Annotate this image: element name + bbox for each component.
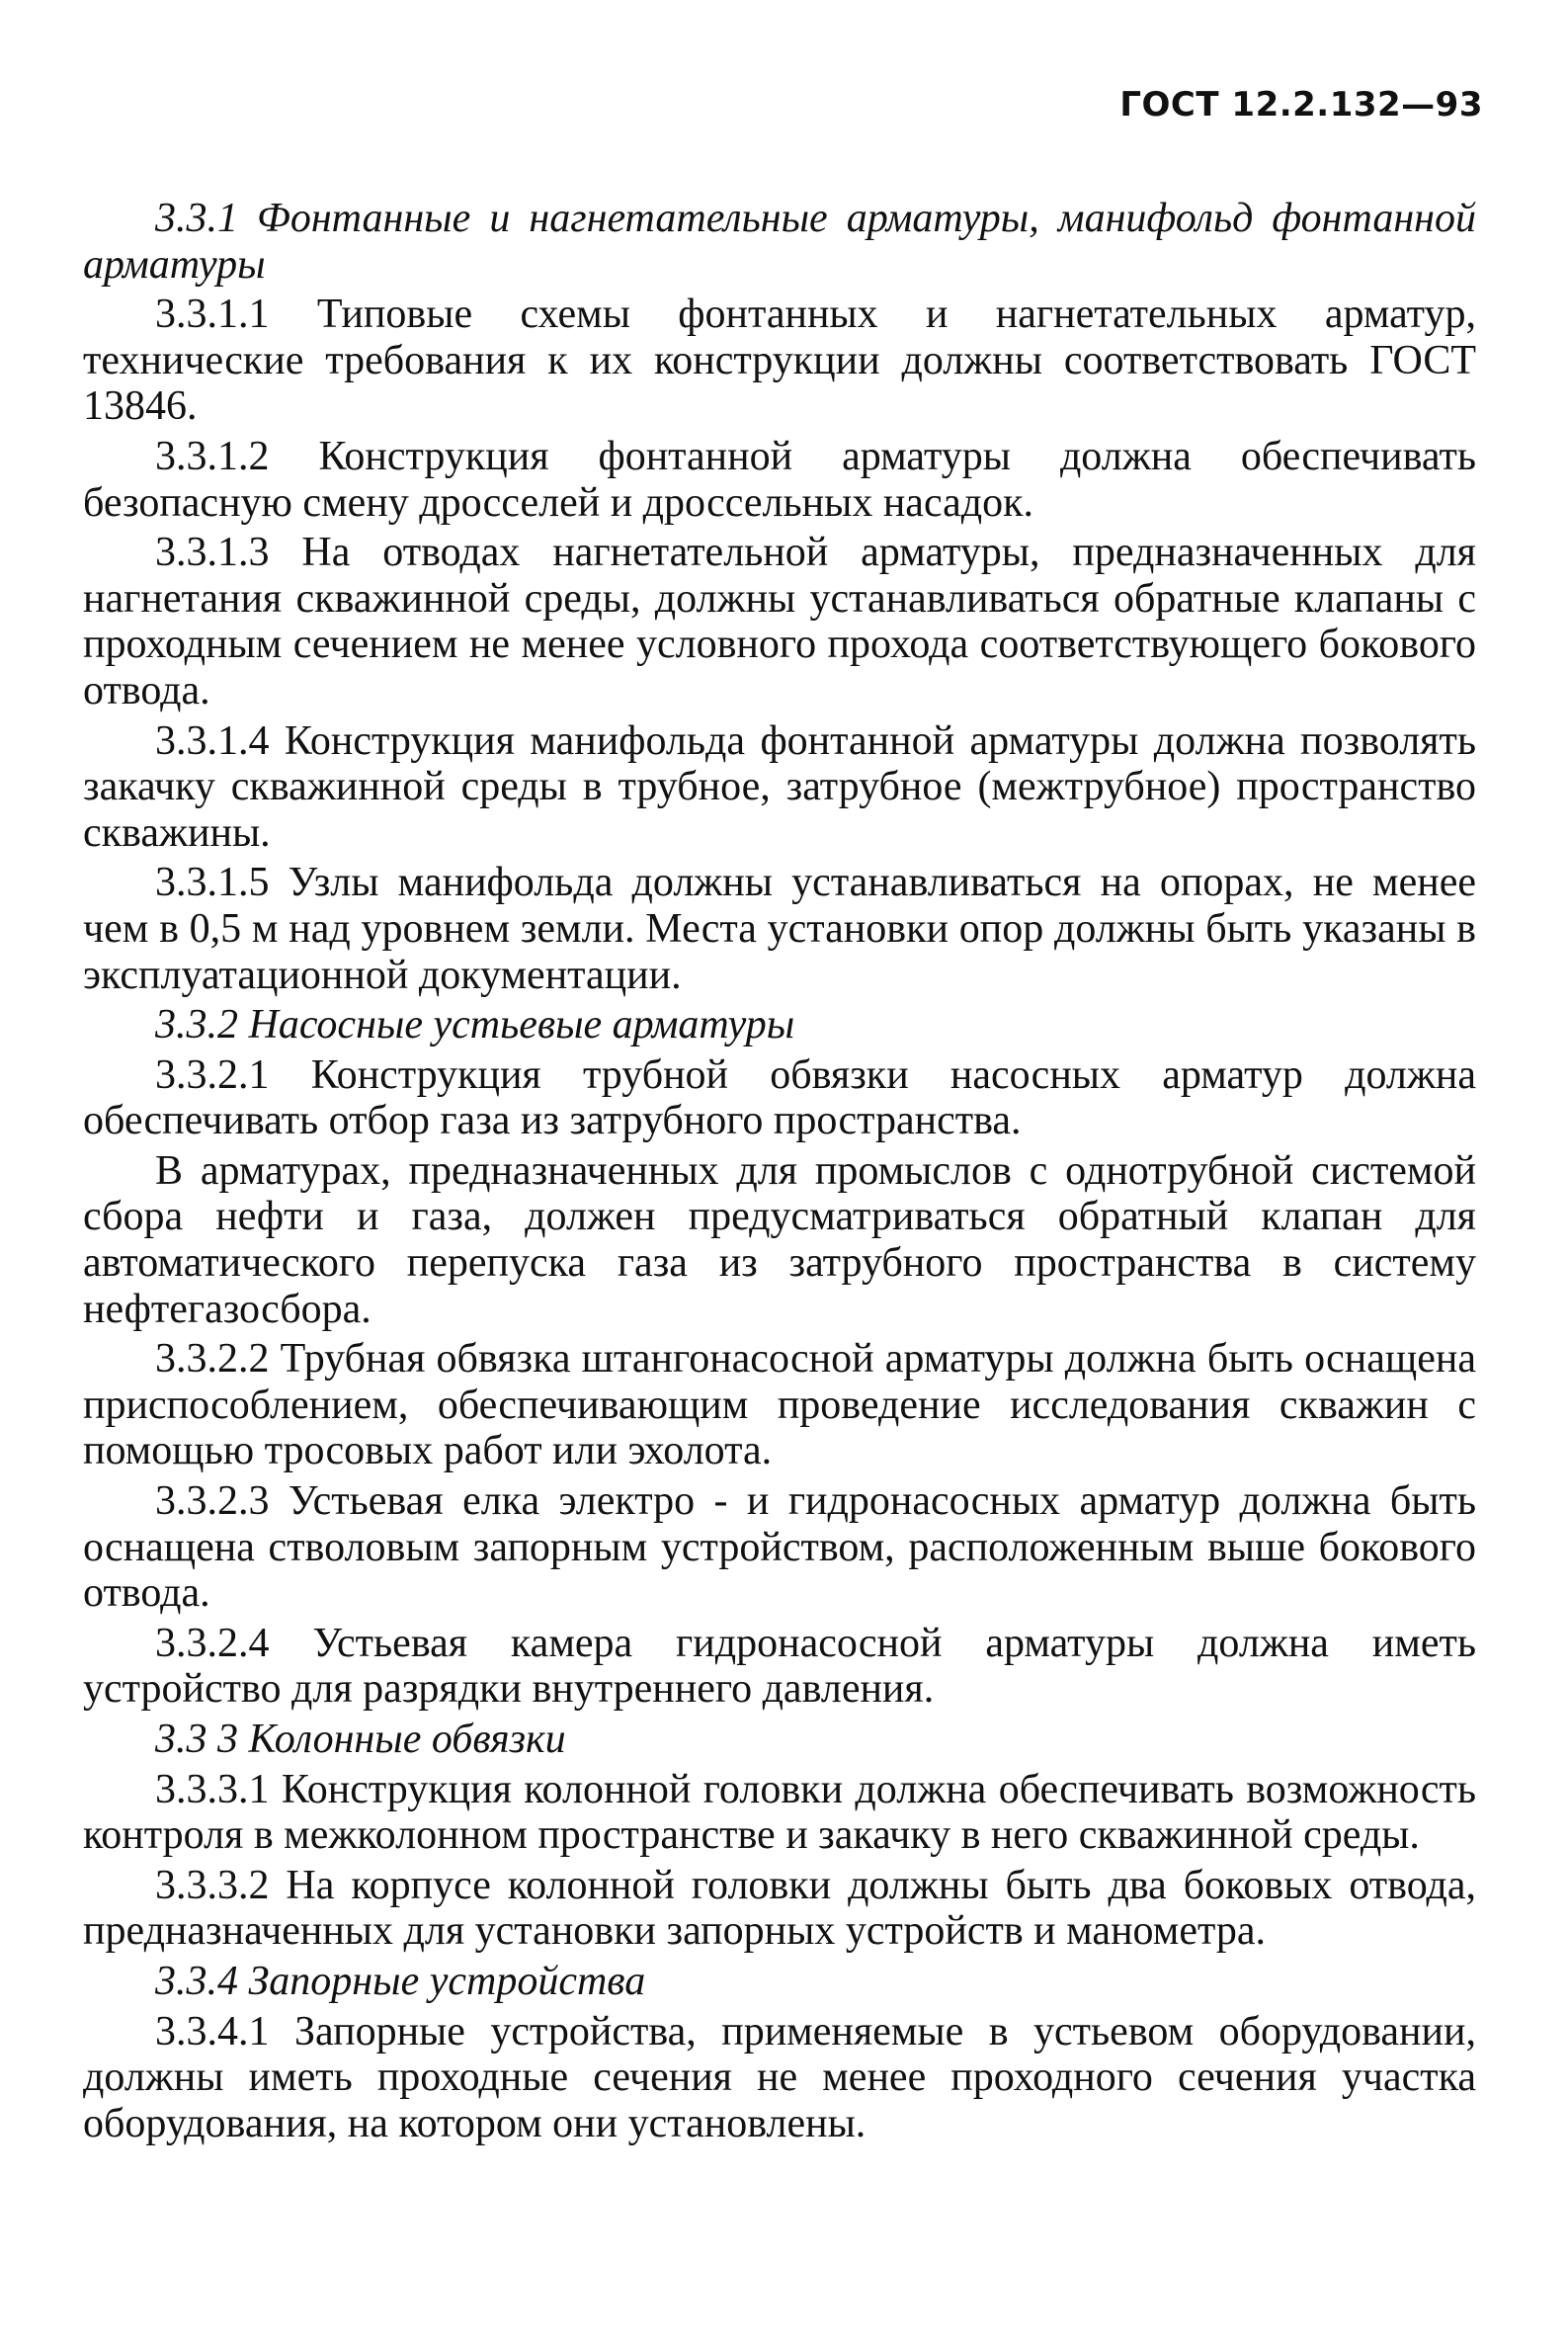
section-heading-3-3-1: 3.3.1 Фонтанные и нагнетательные арматуры, манифольд фонтанной арматуры [83,196,1476,288]
paragraph-3-3-1-2: 3.3.1.2 Конструкция фонтанной арматуры должна обеспечивать безопасную смену дросселей и дроссельных насадок. [83,433,1476,526]
paragraph-3-3-1-1: 3.3.1.1 Типовые схемы фонтанных и нагнетательных арматур, технические требования к их конструкции должны соответствовать ГОСТ 13846. [83,292,1476,430]
paragraph-3-3-2-1-cont: В арматурах, предназначенных для промыслов с однотрубной системой сбора нефти и газа, должен предусматриваться обратный клапан для автоматического перепуска газа из затрубного пространства в систему нефтегазосбора. [83,1147,1476,1332]
paragraph-3-3-2-1: 3.3.2.1 Конструкция трубной обвязки насосных арматур должна обеспечивать отбор газа из затрубного пространства. [83,1051,1476,1144]
paragraph-3-3-1-5: 3.3.1.5 Узлы манифольда должны устанавливаться на опорах, не менее чем в 0,5 м над уровнем земли. Места установки опор должны быть указаны в эксплуатационной документации. [83,860,1476,998]
document-body [83,196,1476,2150]
paragraph-3-3-2-2: 3.3.2.2 Трубная обвязка штангонасосной арматуры должна быть оснащена приспособлением, обеспечивающим проведение исследования скважин с помощью тросовых работ или эхолота. [83,1336,1476,1474]
section-heading-3-3-2: 3.3.2 Насосные устьевые арматуры [155,1002,795,1048]
paragraph-3-3-1-4: 3.3.1.4 Конструкция манифольда фонтанной арматуры должна позволять закачку скважинной среды в трубное, затрубное (межтрубное) пространство скважины. [83,717,1476,856]
page-header-code: ГОСТ 12.2.132—93 [1119,85,1483,125]
paragraph-3-3-3-1: 3.3.3.1 Конструкция колонной головки должна обеспечивать возможность контроля в межколонном пространстве и закачку в него скважинной среды. [83,1766,1476,1859]
section-heading-3-3-3: 3.3 3 Колонные обвязки [155,1717,566,1762]
paragraph-3-3-1-3: 3.3.1.3 На отводах нагнетательной арматуры, предназначенных для нагнетания скважинной среды, должны устанавливаться обратные клапаны с проходным сечением не менее условного прохода соответствующего бокового отвода. [83,530,1476,713]
paragraph-3-3-2-3: 3.3.2.3 Устьевая елка электро - и гидронасосных арматур должна быть оснащена стволовым запорным устройством, расположенным выше бокового отвода. [83,1478,1476,1617]
paragraph-3-3-2-4: 3.3.2.4 Устьевая камера гидронасосной арматуры должна иметь устройство для разрядки внутреннего давления. [83,1620,1476,1713]
section-heading-3-3-4: 3.3.4 Запорные устройства [155,1958,646,2004]
paragraph-3-3-4-1: 3.3.4.1 Запорные устройства, применяемые в устьевом оборудовании, должны иметь проходные сечения не менее проходного сечения участка оборудования, на котором они установлены. [83,2008,1476,2146]
paragraph-3-3-3-2: 3.3.3.2 На корпусе колонной головки должны быть два боковых отвода, предназначенных для установки запорных устройств и манометра. [83,1862,1476,1955]
